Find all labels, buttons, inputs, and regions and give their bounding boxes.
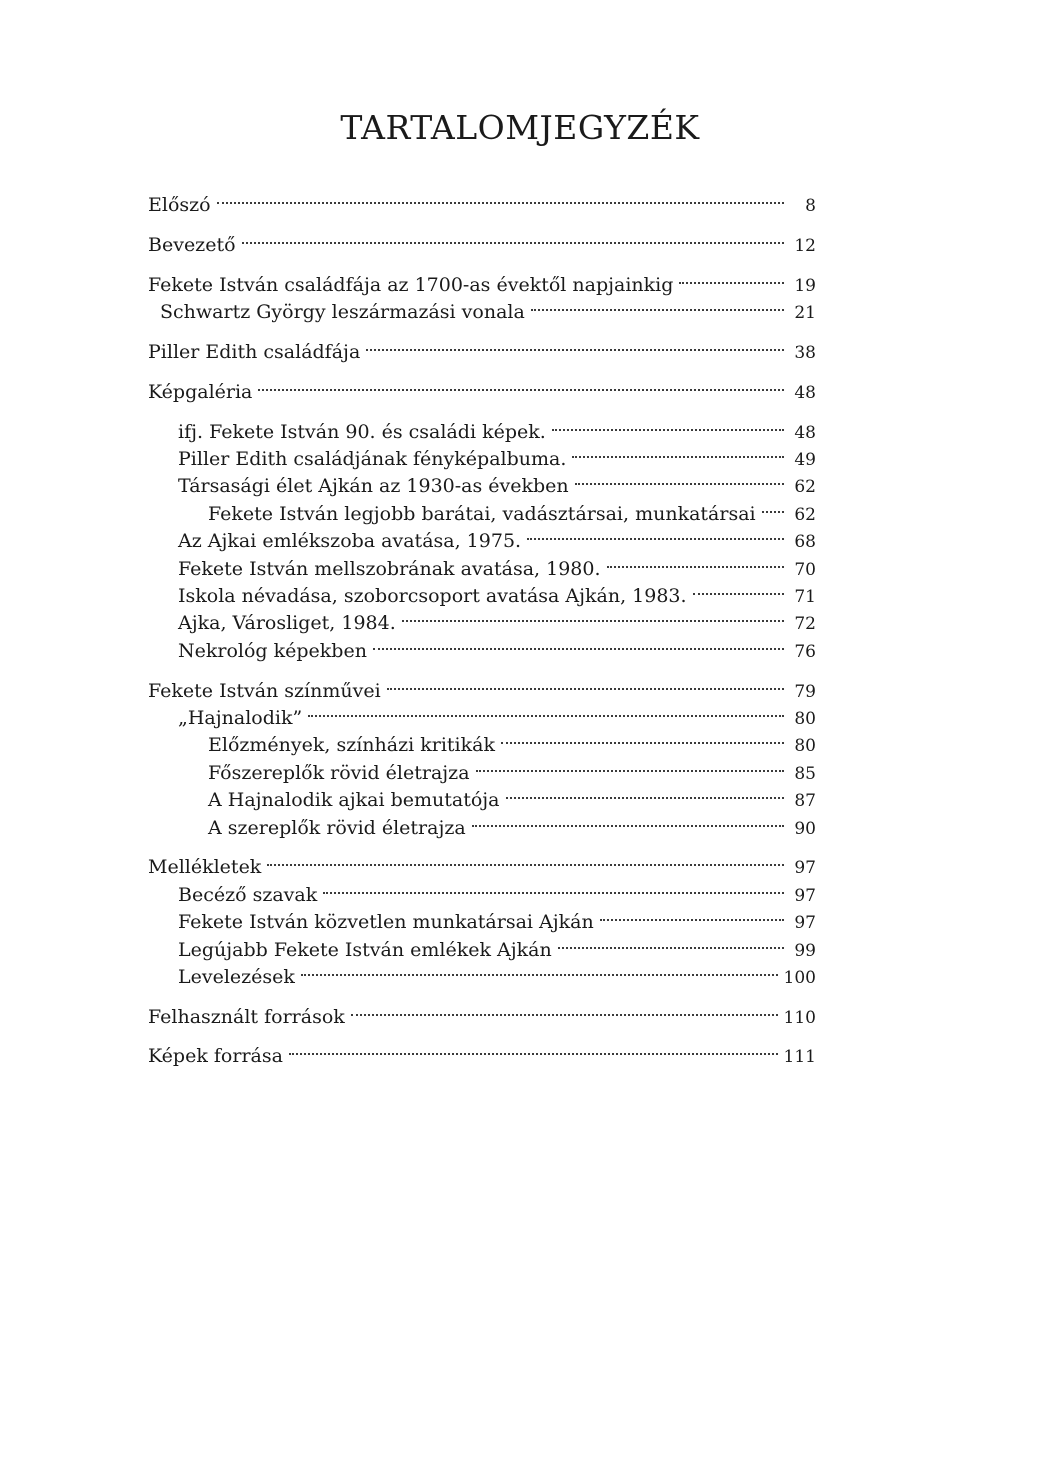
page-title: TARTALOMJEGYZÉK <box>340 108 700 147</box>
toc-entry <box>148 410 816 443</box>
toc-entry-label: Felhasznált források <box>148 1005 345 1028</box>
toc-leader-dots <box>217 184 784 211</box>
toc-leader-dots <box>258 371 784 398</box>
toc-entry-label: Piller Edith családfája <box>148 341 361 364</box>
toc-page-number: 48 <box>794 422 816 443</box>
toc-page-number: 110 <box>783 1007 816 1028</box>
toc-entry-label: Piller Edith családjának fényképalbuma. <box>178 448 567 471</box>
toc-leader-dots <box>693 575 784 602</box>
toc-entry-label: „Hajnalodik” <box>178 706 303 729</box>
toc-page-number: 87 <box>794 791 816 812</box>
toc-leader-dots <box>351 995 778 1022</box>
toc-leader-dots <box>531 291 784 318</box>
toc-entry-label: Fekete István mellszobrának avatása, 1980. <box>178 557 601 580</box>
table-of-contents <box>148 184 816 1068</box>
toc-entry-label: Előzmények, színházi kritikák <box>208 734 495 757</box>
toc-page-number: 62 <box>794 477 816 498</box>
toc-entry <box>148 1035 816 1068</box>
toc-entry-label: Bevezető <box>148 234 236 257</box>
toc-page-number: 12 <box>794 236 816 257</box>
toc-page-number: 97 <box>794 858 816 879</box>
toc-leader-dots <box>289 1035 778 1062</box>
toc-entry-label: Ajka, Városliget, 1984. <box>178 612 396 635</box>
toc-leader-dots <box>472 806 784 833</box>
toc-page-number: 79 <box>794 681 816 702</box>
toc-page-number: 8 <box>805 196 816 217</box>
toc-page-number: 85 <box>794 763 816 784</box>
toc-entry-label: Becéző szavak <box>178 883 318 906</box>
toc-entry-label: Fekete István családfája az 1700-as évektől napjainkig <box>148 273 674 296</box>
toc-entry-label: Előszó <box>148 194 211 217</box>
toc-entry-label: Főszereplők rövid életrajza <box>208 761 470 784</box>
toc-entry <box>148 846 816 879</box>
toc-entry-label: Mellékletek <box>148 856 262 879</box>
toc-page-number: 19 <box>794 275 816 296</box>
toc-entry-label: Fekete István legjobb barátai, vadásztársai, munkatársai <box>208 502 756 525</box>
toc-entry <box>148 331 816 364</box>
toc-entry-label: Levelezések <box>178 965 295 988</box>
toc-entry-label: Társasági élet Ajkán az 1930-as években <box>178 475 569 498</box>
toc-page-number: 48 <box>794 382 816 403</box>
toc-leader-dots <box>600 901 784 928</box>
toc-page-number: 38 <box>794 343 816 364</box>
toc-page-number: 62 <box>794 504 816 525</box>
toc-leader-dots <box>501 724 784 751</box>
toc-leader-dots <box>402 602 784 629</box>
toc-leader-dots <box>323 873 784 900</box>
toc-leader-dots <box>762 492 784 519</box>
toc-page-number: 99 <box>794 940 816 961</box>
toc-entry <box>148 184 816 217</box>
toc-entry <box>148 224 816 257</box>
toc-page-number: 49 <box>794 450 816 471</box>
toc-entry <box>148 264 816 296</box>
toc-entry-label: Fekete István színművei <box>148 679 381 702</box>
toc-entry-label: Az Ajkai emlékszoba avatása, 1975. <box>178 530 522 553</box>
toc-leader-dots <box>301 956 778 983</box>
toc-page-number: 97 <box>794 885 816 906</box>
toc-page-number: 68 <box>794 532 816 553</box>
toc-entry-label: A szereplők rövid életrajza <box>208 816 466 839</box>
toc-entry-label: Nekrológ képekben <box>178 639 367 662</box>
toc-page-number: 97 <box>794 913 816 934</box>
toc-entry-label: Képgaléria <box>148 380 253 403</box>
toc-entry-label: Legújabb Fekete István emlékek Ajkán <box>178 938 552 961</box>
toc-leader-dots <box>552 410 784 437</box>
toc-entry-label: Iskola névadása, szoborcsoport avatása Ajkán, 1983. <box>178 585 687 608</box>
toc-page-number: 21 <box>794 303 816 324</box>
toc-entry-label: Schwartz György leszármazási vonala <box>160 301 525 324</box>
toc-entry <box>148 995 816 1028</box>
toc-leader-dots <box>679 264 784 291</box>
toc-page-number: 70 <box>794 559 816 580</box>
toc-leader-dots <box>366 331 784 358</box>
toc-leader-dots <box>575 465 784 492</box>
toc-leader-dots <box>373 629 784 656</box>
toc-page-number: 80 <box>794 708 816 729</box>
toc-leader-dots <box>506 779 784 806</box>
toc-entry-label: Képek forrása <box>148 1045 283 1068</box>
toc-leader-dots <box>267 846 784 873</box>
toc-page-number: 80 <box>794 736 816 757</box>
toc-leader-dots <box>242 224 784 251</box>
toc-entry-label: Fekete István közvetlen munkatársai Ajkán <box>178 911 594 934</box>
toc-page-number: 76 <box>794 641 816 662</box>
toc-entry-label: ifj. Fekete István 90. és családi képek. <box>178 420 546 443</box>
toc-leader-dots <box>558 928 784 955</box>
toc-entry-label: A Hajnalodik ajkai bemutatója <box>208 789 500 812</box>
toc-page-number: 72 <box>794 614 816 635</box>
toc-leader-dots <box>572 438 784 465</box>
toc-leader-dots <box>308 697 784 724</box>
toc-entry <box>148 669 816 702</box>
toc-page-number: 100 <box>783 967 816 988</box>
toc-leader-dots <box>527 520 784 547</box>
toc-leader-dots <box>607 547 785 574</box>
toc-page-number: 90 <box>794 818 816 839</box>
toc-leader-dots <box>387 669 784 696</box>
toc-leader-dots <box>476 751 784 778</box>
toc-page-number: 71 <box>794 587 816 608</box>
toc-page-number: 111 <box>783 1047 816 1068</box>
toc-entry <box>148 371 816 403</box>
